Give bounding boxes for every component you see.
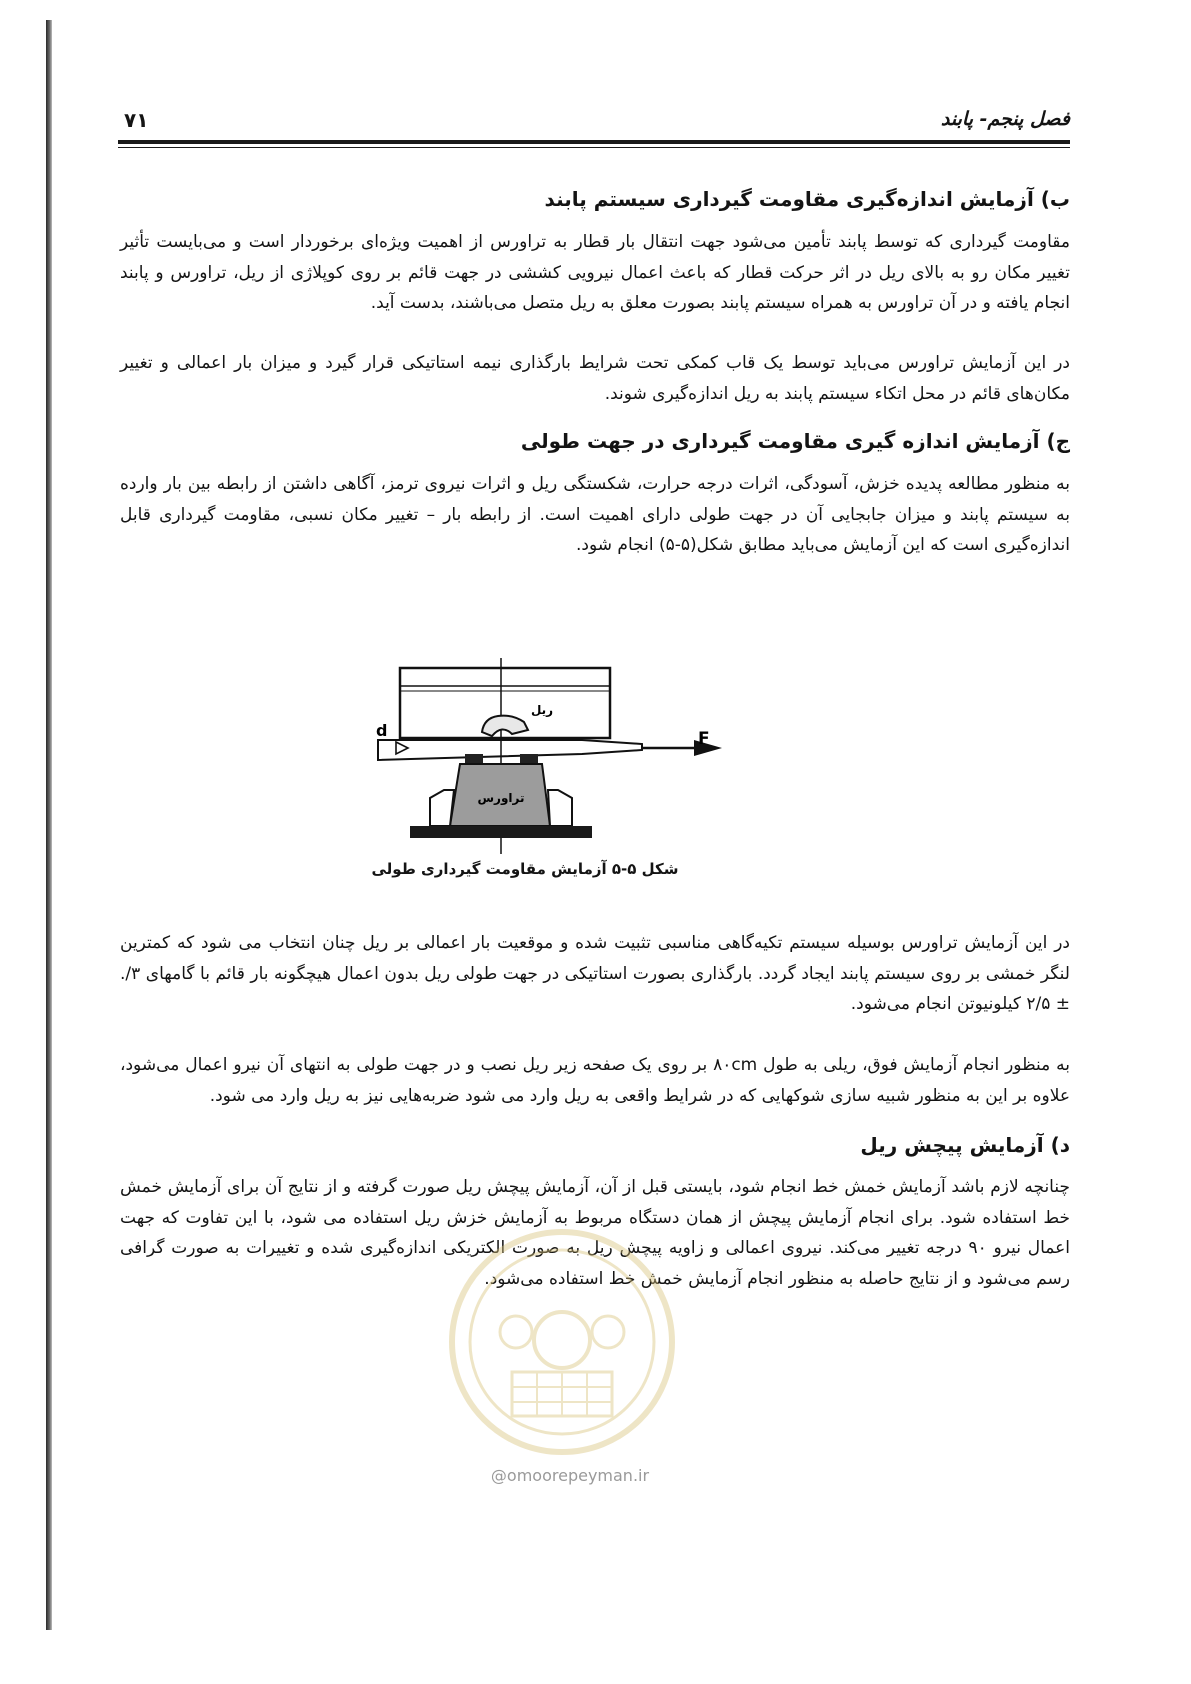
figure-label-d: d — [376, 721, 388, 740]
page-binding-edge — [46, 20, 52, 1630]
paragraph-b-2: در این آزمایش تراورس می‌باید توسط یک قاب کمکی تحت شرایط بارگذاری نیمه استاتیکی قرار گیرد و میزان بار اعمالی و تغییر مکان‌های قائم در محل اتکاء سیستم پابند به ریل اندازه‌گیری شوند. — [120, 353, 1070, 404]
pad-block-right — [520, 754, 538, 764]
section-heading-c: ج) آزمایش اندازه گیری مقاومت گیرداری در جهت طولی — [520, 429, 1070, 453]
figure-label-sleeper: تراورس — [477, 791, 525, 805]
section-heading-b: ب) آزمایش اندازه‌گیری مقاومت گیرداری سیستم پابند — [544, 187, 1070, 211]
header-rule-thin — [118, 147, 1070, 148]
section-heading-d: د) آزمایش پیچش ریل — [860, 1133, 1070, 1157]
page-header — [118, 108, 1070, 148]
watermark-url: @omoorepeyman.ir — [490, 1466, 650, 1485]
page-number: ۷۱ — [124, 108, 149, 132]
paragraph-after-figure-1: در این آزمایش تراورس بوسیله سیستم تکیه‌گاهی مناسبی تثبیت شده و موقعیت بار اعمالی بر ریل چنان انتخاب می شود که کمترین لنگر خمشی بر روی سیستم پابند ایجاد گردد. بارگذاری بصورت استاتیکی در جهت طولی ریل بدون اعمال هیچگونه بار قائم با گامهای ۳/. ± ۲/۵ کیلونیوتن انجام می‌شود. — [120, 933, 1070, 1014]
paragraph-c-1: به منظور مطالعه پدیده خزش، آسودگی، اثرات درجه حرارت، شکستگی ریل و اثرات نیروی ترمز، آگاهی داشتن از رابطه بین بار وارده به سیستم پابند و میزان جابجایی آن در جهت طولی دارای اهمیت است. از رابطه بار – تغییر مکان نسبی، مقاومت گیرداری قابل اندازه‌گیری است که این آزمایش می‌باید مطابق شکل(۵-۵) انجام شود. — [120, 474, 1070, 555]
pad-block-left — [465, 754, 483, 764]
base-plate-shape — [410, 826, 592, 838]
paragraph-d-1: چنانچه لازم باشد آزمایش خمش خط انجام شود، بایستی قبل از آن، آزمایش پیچش ریل صورت گرفته و از نتایج آن برای آزمایش خمش خط استفاده شود. برای انجام آزمایش پیچش از همان دستگاه مربوط به آزمایش خزش ریل استفاده می شود، با این تفاوت که جهت اعمال نیرو ۹۰ درجه تغییر می‌کند. نیروی اعمالی و زاویه پیچش ریل به صورت الکتریکی اندازه‌گیری شده و تغییرات به صورت گرافی رسم می‌شود و از نتایج حاصله به منظور انجام آزمایش خمش خط استفاده می‌شود. — [120, 1177, 1071, 1289]
rail-base-shape — [378, 740, 642, 760]
running-title: فصل پنجم- پابند — [940, 108, 1070, 130]
figure-label-f: F — [698, 729, 710, 749]
header-rule — [118, 140, 1070, 144]
paragraph-b-1: مقاومت گیرداری که توسط پابند تأمین می‌شود جهت انتقال بار قطار به تراورس از اهمیت ویژه‌ای برخوردار است و می‌بایست تأثیر تغییر مکان رو به بالای ریل در اثر حرکت قطار که باعث اعمال نیرویی کششی در جهت قائم بر روی کوپلاژی از ریل، تراورس و پابند انجام یافته و در آن تراورس به همراه سیستم پابند بصورت معلق به ریل متصل می‌باشند، بدست آید. — [120, 232, 1070, 313]
figure-longitudinal-resistance-test — [372, 658, 772, 858]
paragraph-after-figure-2: به منظور انجام آزمایش فوق، ریلی به طول ۸۰cm بر روی یک صفحه زیر ریل نصب و در جهت طولی به انتهای آن نیرو اعمال می‌شود، علاوه بر این به منظور شبیه سازی شوکهایی که در شرایط واقعی به ریل وارد می شود ضربه‌هایی نیز به ریل وارد می شود. — [120, 1055, 1070, 1106]
figure-caption: شکل ۵-۵ آزمایش مقاومت گیرداری طولی — [371, 860, 679, 878]
figure-label-rail: ریل — [530, 703, 554, 717]
